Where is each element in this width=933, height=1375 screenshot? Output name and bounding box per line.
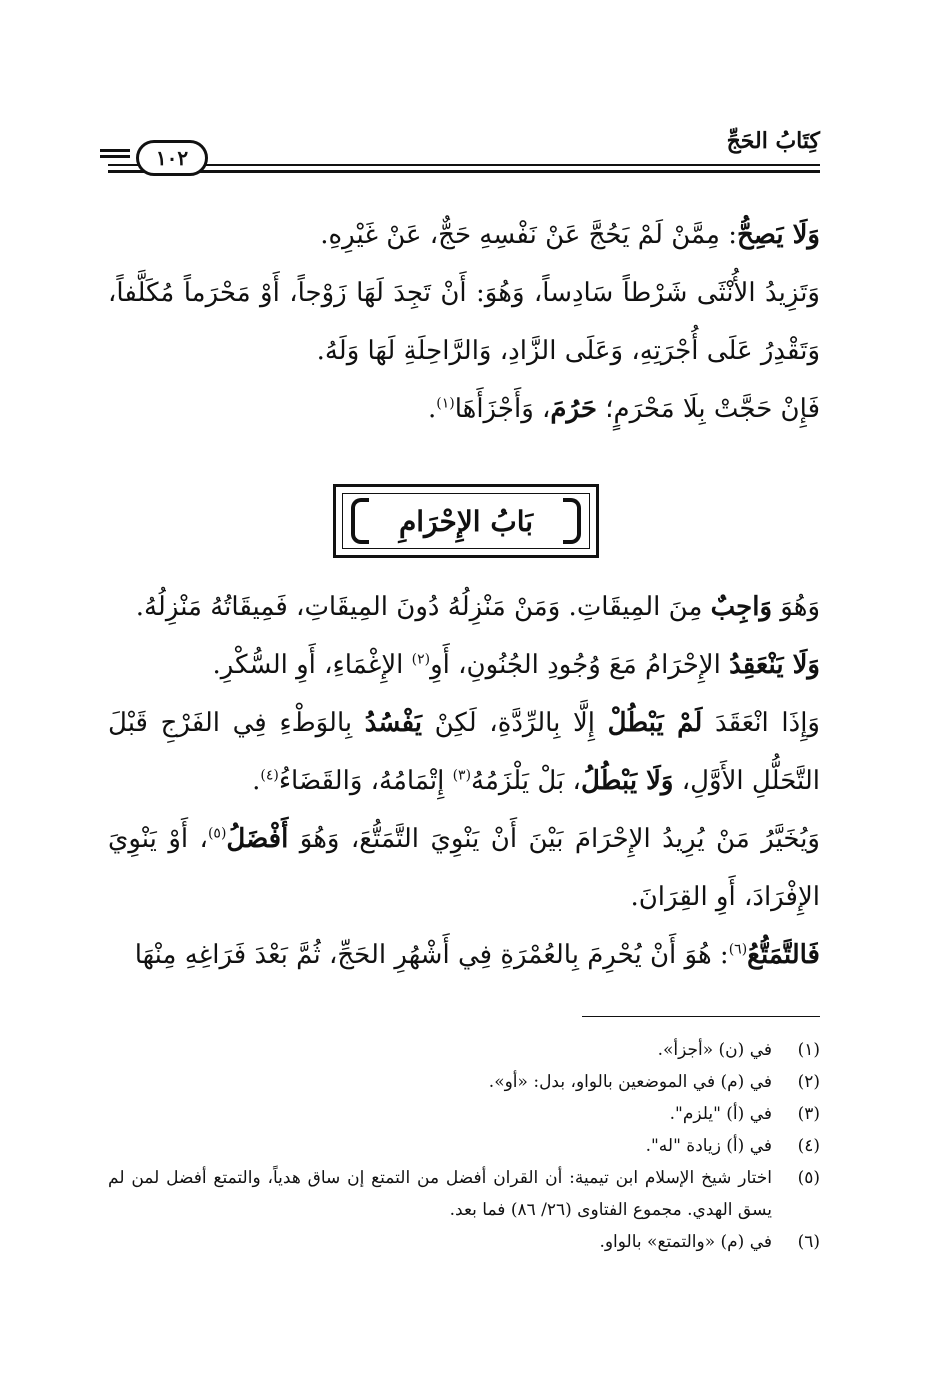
footnote-number: (٦) — [797, 1232, 820, 1252]
text-run: الإِغْمَاءِ، أَوِ السُّكْرِ. — [212, 650, 412, 680]
text-run: . — [427, 394, 437, 424]
text-run: إِتْمَامُهُ، وَالقَضَاءُ — [278, 766, 453, 796]
chapter-title: بَابُ الإِحْرَامِ — [398, 504, 534, 538]
intro-paragraph-2: وَتَزِيدُ الأُنْثَى شَرْطاً سَادِساً، وَهُوَ: أَنْ تَجِدَ لَهَا زَوْجاً، أَوْ مَحْرَماً مُكَلَّفاً، وَتَقْدِرُ عَلَى أُجْرَتِهِ، وَعَلَى الزَّادِ، وَالرَّاحِلَةِ لَهَا وَلَهُ. — [108, 278, 820, 366]
bold-term: يَفْسُدُ — [364, 708, 422, 738]
text-run: : هُوَ أَنْ يُحْرِمَ بِالعُمْرَةِ فِي أَشْهُرِ الحَجِّ، ثُمَّ بَعْدَ فَرَاغِهِ مِنْهَا — [134, 940, 729, 970]
footnote-number: (٥) — [797, 1168, 820, 1188]
bold-term: وَلَا يَصِحُّ — [736, 220, 820, 250]
footnote-text: في (أ) "يلزم". — [669, 1104, 772, 1124]
footnotes — [108, 1034, 820, 1258]
text-run: ، بَلْ يَلْزَمُهُ — [471, 766, 581, 796]
bold-term: وَاجِبٌ — [710, 592, 773, 622]
footnote — [108, 1162, 820, 1226]
footnote-ref[interactable]: (٣) — [452, 767, 472, 784]
footnote-text: في (م) في الموضعين بالواو، بدل: «أو». — [488, 1072, 772, 1092]
footnote-text: في (م) «والتمتع» بالواو. — [599, 1232, 772, 1252]
bold-term: وَلَا يَنْعَقِدُ — [729, 650, 820, 680]
footnote-text: في (ن) «أجزأ». — [657, 1040, 772, 1060]
footnote-number: (٣) — [797, 1104, 820, 1124]
body-paragraph-4 — [108, 810, 820, 926]
body-paragraph-5 — [108, 926, 820, 984]
footnote-ref[interactable]: (١) — [436, 395, 455, 412]
body-paragraph-1 — [108, 578, 820, 636]
footnote-number: (١) — [797, 1040, 820, 1060]
page-number: ١٠٢ — [136, 140, 208, 176]
running-head-title: كِتَابُ الحَجِّ — [726, 128, 820, 154]
right-bracket-ornament — [563, 498, 581, 544]
chapter-body — [108, 578, 820, 984]
left-bracket-ornament — [351, 498, 369, 544]
intro-text — [108, 206, 820, 438]
footnote — [108, 1034, 820, 1066]
text-run: مِنَ المِيقَاتِ. وَمَنْ مَنْزِلُهُ دُونَ المِيقَاتِ، فَمِيقَاتُهُ مَنْزِلُهُ. — [135, 592, 711, 622]
bold-term: فَالتَّمَتُّعُ — [747, 940, 820, 970]
text-run: : مِمَّنْ لَمْ يَحُجَّ عَنْ نَفْسِهِ حَجٌّ، عَنْ غَيْرِهِ. — [320, 220, 737, 250]
footnote-text: في (أ) زيادة "له". — [645, 1136, 772, 1156]
footnote-text: اختار شيخ الإسلام ابن تيمية: أن القران أفضل من التمتع إن ساق هدياً، والتمتع أفضل لمن لم يسق الهدي. مجموع الفتاوى (٢٦/ ٨٦) فما بعد. — [108, 1168, 772, 1220]
footnote — [108, 1098, 820, 1130]
body-paragraph-3 — [108, 694, 820, 810]
text-run: وَهُوَ — [772, 592, 820, 622]
bold-term: أَفْضَلُ — [226, 824, 289, 854]
text-run: وَإِذَا انْعَقَدَ — [702, 708, 820, 738]
footnote-ref[interactable]: (٦) — [728, 941, 748, 958]
text-run: وَيُخَيَّرُ مَنْ يُرِيدُ الإِحْرَامَ بَيْنَ أَنْ يَنْوِيَ التَّمَتُّعَ، وَهُوَ — [288, 824, 820, 854]
footnote-ref[interactable]: (٤) — [260, 767, 279, 784]
footnote — [108, 1130, 820, 1162]
intro-paragraph-1 — [108, 206, 820, 264]
footnote — [108, 1066, 820, 1098]
chapter-heading-inner-frame — [342, 493, 590, 549]
text-run: ، أَوْ يَنْوِيَ الإِفْرَادَ، أَوِ القِرَانَ. — [108, 824, 820, 912]
footnote — [108, 1226, 820, 1258]
text-run: ، وَأَجْزَأَهَا — [454, 394, 551, 424]
footnote-number: (٤) — [797, 1136, 820, 1156]
header-thin-rule — [108, 172, 820, 173]
text-run: الإِحْرَامُ مَعَ وُجُودِ الجُنُونِ، أَوِ — [430, 650, 730, 680]
text-run: إِلَّا بِالرِّدَّةِ، لَكِنْ — [422, 708, 608, 738]
bold-term: وَلَا يَبْطُلُ — [580, 766, 674, 796]
footnote-ref[interactable]: (٥) — [207, 825, 227, 842]
body-paragraph-2 — [108, 636, 820, 694]
text-run: . — [252, 766, 261, 796]
text-run: بِالوَطْءِ فِي الفَرْجِ قَبْلَ التَّحَلُّلِ الأَوَّلِ، — [108, 708, 820, 796]
bold-term: لَمْ يَبْطُلْ — [607, 708, 703, 738]
bold-term: حَرُمَ — [550, 394, 597, 424]
header-double-rule — [108, 164, 820, 172]
footnote-separator — [582, 1016, 820, 1017]
footnote-number: (٢) — [797, 1072, 820, 1092]
intro-paragraph-3 — [108, 380, 820, 438]
text-run: فَإِنْ حَجَّتْ بِلَا مَحْرَمٍ؛ — [596, 394, 820, 424]
footnote-ref[interactable]: (٢) — [411, 651, 431, 668]
chapter-heading-frame — [333, 484, 599, 558]
page-number-ornament — [100, 149, 130, 161]
page-header — [108, 118, 820, 182]
